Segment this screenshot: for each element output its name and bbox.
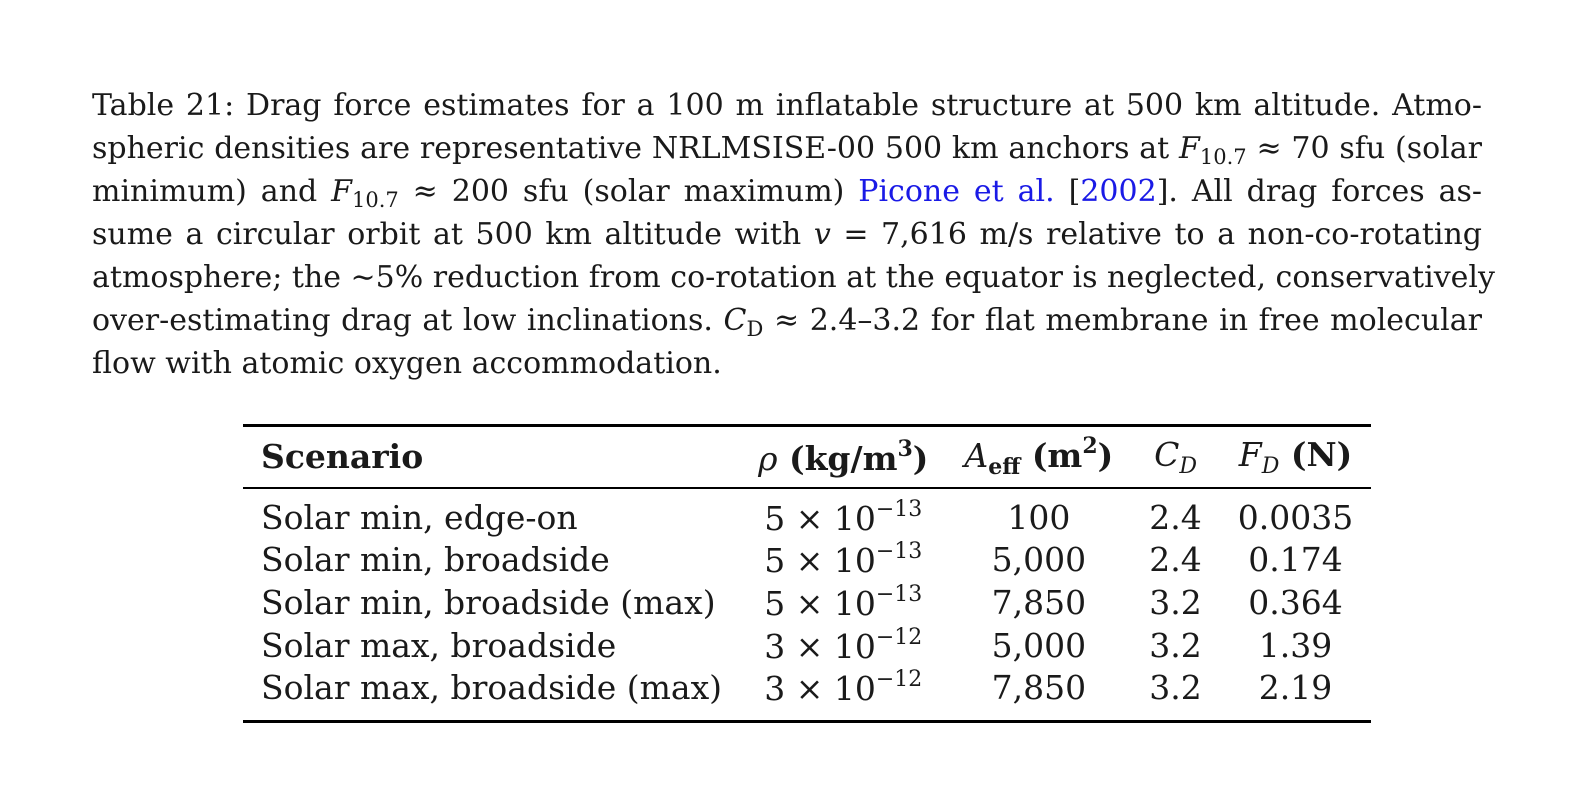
cell-area: 5,000 <box>991 625 1087 665</box>
header-fd <box>1220 426 1371 488</box>
velocity-symbol: v <box>813 217 831 252</box>
cd-subscript: D <box>746 317 764 341</box>
caption-line <box>92 213 1482 256</box>
f107-symbol: F <box>1179 131 1200 166</box>
cell-scenario: Solar min, broadside (max) <box>261 582 716 622</box>
caption-line <box>92 299 1482 342</box>
header-cd <box>1131 426 1219 488</box>
caption-text: over-estimating drag at low inclinations. <box>92 303 724 338</box>
caption-line: atmosphere; the ∼5% reduction from co-rotation at the equator is neglected, conservatively <box>92 260 1495 295</box>
cd-subscript: D <box>1179 453 1197 479</box>
caption-text: = 7,616 m/s relative to a non-co-rotating <box>830 217 1483 252</box>
cell-fd: 2.19 <box>1258 667 1333 707</box>
density-mantissa: 5 × 10 <box>764 540 876 580</box>
cd-symbol: C <box>723 303 747 338</box>
cell-area: 7,850 <box>991 582 1087 622</box>
caption-line: Table 21: Drag force estimates for a 100 m inflatable structure at 500 km altitude. Atmo- <box>92 88 1482 123</box>
table-caption <box>92 84 1495 385</box>
cell-fd: 0.364 <box>1248 582 1343 622</box>
caption-text: ]. All drag forces as- <box>1156 174 1482 209</box>
density-mantissa: 3 × 10 <box>764 668 876 708</box>
density-exponent: −13 <box>875 538 923 564</box>
cell-area: 100 <box>1007 497 1071 537</box>
density-mantissa: 5 × 10 <box>764 498 876 538</box>
f107-subscript: 10.7 <box>1199 145 1247 169</box>
caption-line <box>92 127 1482 170</box>
citation-year-link[interactable]: 2002 <box>1080 174 1157 209</box>
header-exponent: 2 <box>1082 433 1098 460</box>
caption-text: ≈ 70 sfu (solar <box>1246 131 1482 166</box>
cell-area: 5,000 <box>991 539 1087 579</box>
cell-density <box>740 667 946 722</box>
caption-line <box>92 170 1482 213</box>
density-exponent: −13 <box>875 581 923 607</box>
caption-text: [ <box>1054 174 1081 209</box>
header-unit: (kg/m <box>777 438 898 478</box>
fd-symbol: F <box>1238 434 1262 474</box>
cell-cd: 2.4 <box>1149 539 1202 579</box>
table-row <box>243 581 1371 624</box>
density-mantissa: 3 × 10 <box>764 626 876 666</box>
cell-density <box>740 624 946 667</box>
caption-line: flow with atomic oxygen accommodation. <box>92 346 722 381</box>
citation-author-link[interactable]: Picone et al. <box>858 174 1055 209</box>
table-row <box>243 538 1371 581</box>
density-exponent: −13 <box>875 496 923 522</box>
cell-area: 7,850 <box>991 667 1087 707</box>
cell-scenario: Solar max, broadside (max) <box>261 667 723 707</box>
cell-density <box>740 488 946 538</box>
header-scenario: Scenario <box>261 437 424 477</box>
table-row <box>243 624 1371 667</box>
fd-subscript: D <box>1261 453 1280 479</box>
density-mantissa: 5 × 10 <box>764 583 876 623</box>
f107-subscript: 10.7 <box>351 188 399 212</box>
rho-symbol: ρ <box>758 438 778 478</box>
cell-density <box>740 538 946 581</box>
area-symbol: A <box>964 436 989 476</box>
cell-cd: 2.4 <box>1149 497 1202 537</box>
cell-cd: 3.2 <box>1149 582 1202 622</box>
cell-scenario: Solar min, broadside <box>261 539 610 579</box>
area-subscript: eff <box>988 454 1021 481</box>
cell-density <box>740 581 946 624</box>
caption-text: ≈ 200 sfu (solar maximum) <box>398 174 859 209</box>
cell-scenario: Solar max, broadside <box>261 625 617 665</box>
density-exponent: −12 <box>875 624 923 650</box>
table-row <box>243 667 1371 722</box>
cell-cd: 3.2 <box>1149 625 1202 665</box>
header-unit: (N) <box>1279 434 1353 474</box>
table-row <box>243 488 1371 538</box>
header-exponent: 3 <box>897 435 913 462</box>
header-unit: ) <box>1097 436 1114 476</box>
cell-cd: 3.2 <box>1149 667 1202 707</box>
cell-fd: 0.174 <box>1248 539 1343 579</box>
f107-symbol: F <box>331 174 352 209</box>
cd-symbol: C <box>1154 434 1180 474</box>
caption-text: ≈ 2.4–3.2 for flat membrane in free molecular <box>763 303 1482 338</box>
header-unit: (m <box>1020 436 1083 476</box>
table-header-row <box>243 426 1371 488</box>
caption-text: minimum) and <box>92 174 332 209</box>
header-density <box>740 426 946 488</box>
cell-fd: 0.0035 <box>1237 497 1354 537</box>
drag-force-table <box>243 424 1371 723</box>
density-exponent: −12 <box>875 666 923 692</box>
caption-text: spheric densities are representative NRLMSISE-00 500 km anchors at <box>92 131 1180 166</box>
cell-fd: 1.39 <box>1258 625 1333 665</box>
caption-text: sume a circular orbit at 500 km altitude with <box>92 217 814 252</box>
cell-scenario: Solar min, edge-on <box>261 497 578 537</box>
header-area <box>946 426 1131 488</box>
header-unit: ) <box>912 438 929 478</box>
